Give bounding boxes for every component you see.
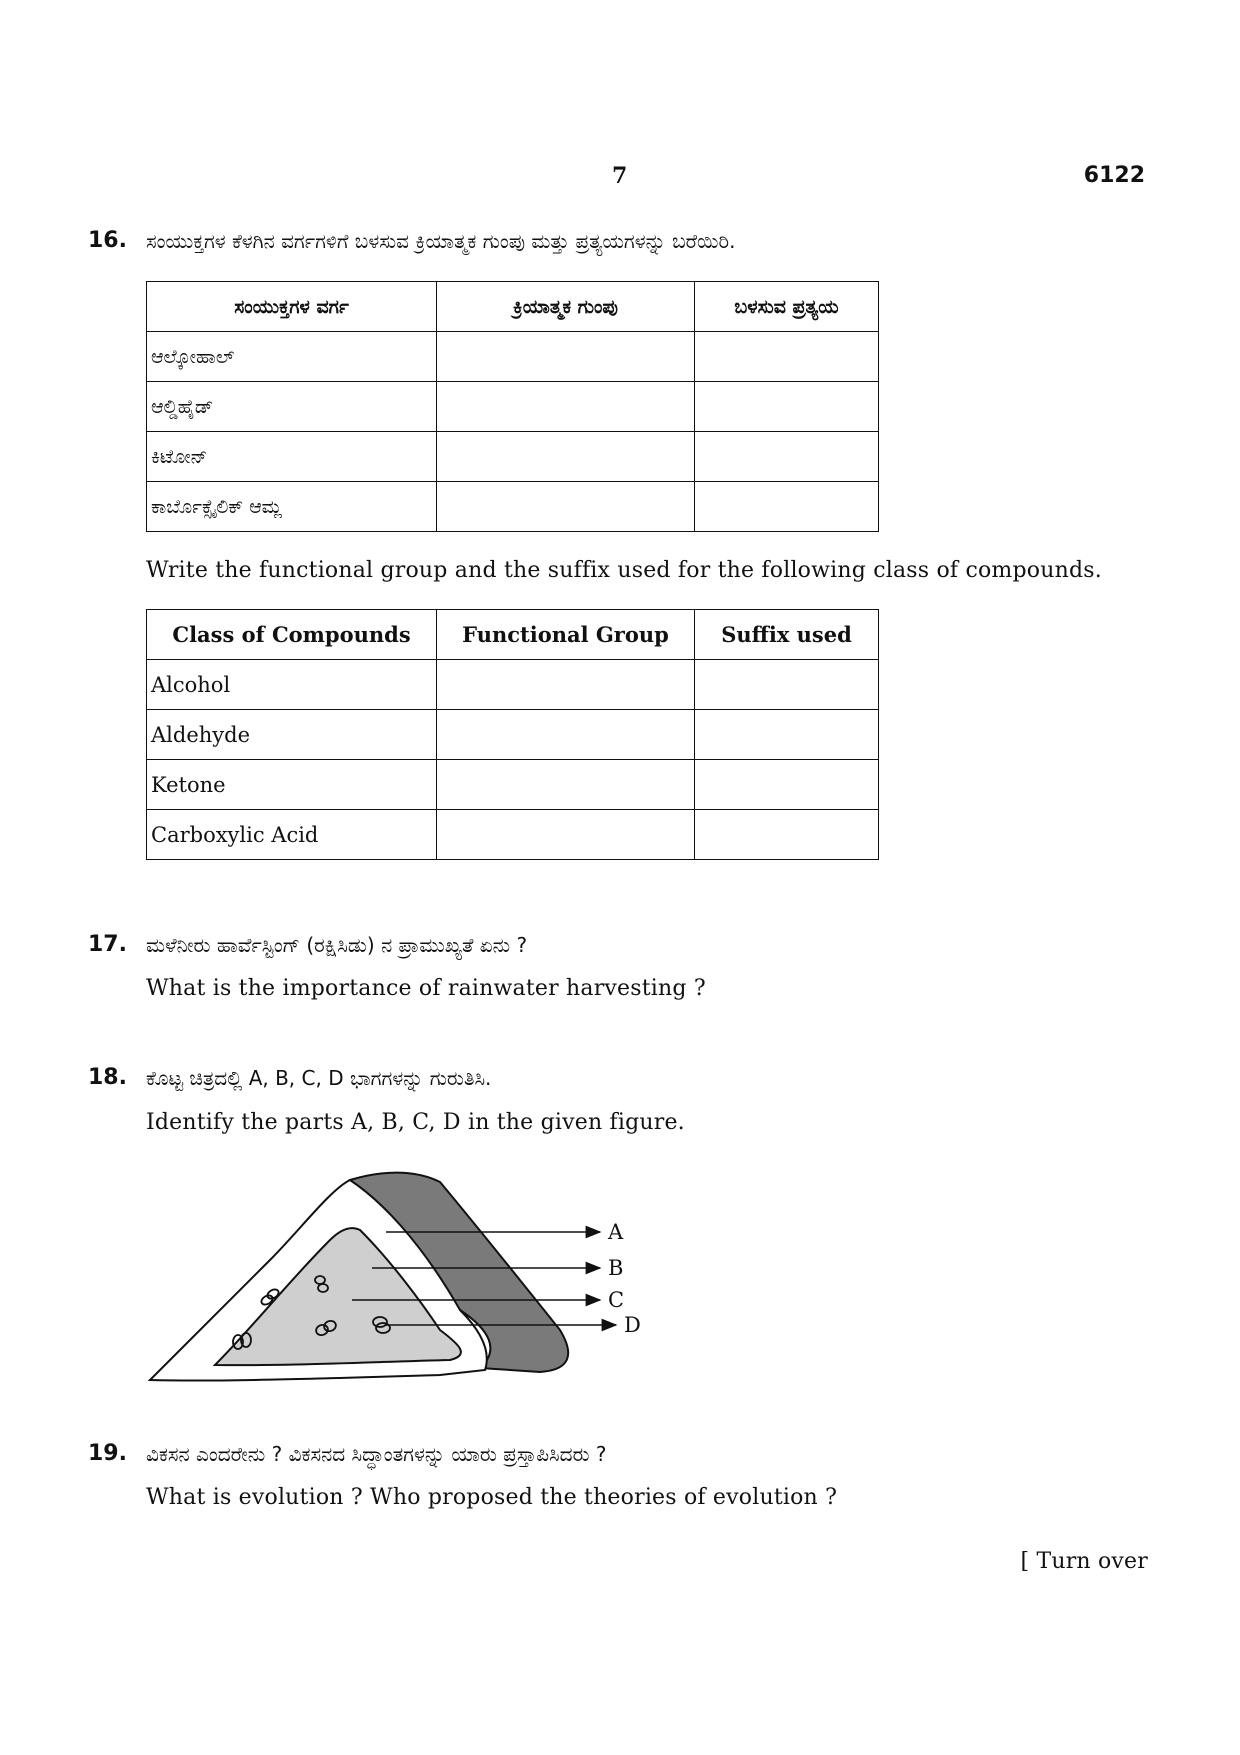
table-cell: Aldehyde [147,710,437,760]
table-row [147,760,879,810]
question-16-kannada: ಸಂಯುಕ್ತಗಳ ಕೆಳಗಿನ ವರ್ಗಗಳಿಗೆ ಬಳಸುವ ಕ್ರಿಯಾತ್ಮಕ ಗುಂಪು ಮತ್ತು ಪ್ರತ್ಯಯಗಳನ್ನು ಬರೆಯಿರಿ. [146,229,736,253]
figure-label-a: A [608,1220,624,1244]
answer-cell [437,332,695,382]
table-header: Class of Compounds [147,610,437,660]
figure-label-c: C [608,1288,625,1312]
turn-over-note: [ Turn over [1020,1549,1148,1574]
table-row [147,660,879,710]
table-cell: ಕಾರ್ಬೊಕ್ಸೈಲಿಕ್ ಆಮ್ಲ [147,482,437,532]
question-18-kannada: ಕೊಟ್ಟ ಚಿತ್ರದಲ್ಲಿ A, B, C, D ಭಾಗಗಳನ್ನು ಗುರುತಿಸಿ. [146,1066,492,1090]
question-17-number: 17. [88,932,127,957]
table-header-row [147,610,879,660]
table-row [147,332,879,382]
answer-cell [437,382,695,432]
table-cell: Alcohol [147,660,437,710]
answer-cell [695,710,879,760]
table-cell: ಆಲ್ಡಿಹೈಡ್ [147,382,437,432]
answer-cell [695,660,879,710]
question-19-kannada: ವಿಕಸನ ಎಂದರೇನು ? ವಿಕಸನದ ಸಿದ್ಧಾಂತಗಳನ್ನು ಯಾರು ಪ್ರಸ್ತಾಪಿಸಿದರು ? [146,1442,607,1466]
table-row [147,810,879,860]
question-19-english: What is evolution ? Who proposed the theories of evolution ? [146,1485,838,1510]
table-header: ಬಳಸುವ ಪ್ರತ್ಯಯ [695,282,879,332]
answer-cell [437,482,695,532]
question-17-english: What is the importance of rainwater harvesting ? [146,976,706,1001]
table-cell: ಆಲ್ಕೋಹಾಲ್ [147,332,437,382]
question-18-english: Identify the parts A, B, C, D in the given figure. [146,1110,685,1135]
table-cell: ಕಿಟೋನ್ [147,432,437,482]
answer-cell [437,660,695,710]
answer-cell [695,760,879,810]
kannada-compounds-table [146,281,879,532]
table-row [147,382,879,432]
table-row [147,482,879,532]
answer-cell [437,710,695,760]
answer-cell [437,810,695,860]
figure-label-b: B [608,1256,624,1280]
table-header: ಕ್ರಿಯಾತ್ಮಕ ಗುಂಪು [437,282,695,332]
question-19-number: 19. [88,1441,127,1466]
table-header-row [147,282,879,332]
table-cell: Carboxylic Acid [147,810,437,860]
answer-cell [437,432,695,482]
answer-cell [695,482,879,532]
table-header: ಸಂಯುಕ್ತಗಳ ವರ್ಗ [147,282,437,332]
table-cell: Ketone [147,760,437,810]
answer-cell [695,382,879,432]
table-row [147,710,879,760]
question-16-number: 16. [88,228,127,253]
answer-cell [695,432,879,482]
answer-cell [695,810,879,860]
answer-cell [437,760,695,810]
question-17-kannada: ಮಳೆನೀರು ಹಾರ್ವೆಸ್ಟಿಂಗ್ (ರಕ್ಷಿಸಿಡು) ನ ಪ್ರಾಮುಖ್ಯತೆ ಏನು ? [146,933,528,957]
paper-code: 6122 [1083,163,1145,188]
question-18-number: 18. [88,1065,127,1090]
cross-section-figure [140,1160,700,1390]
english-compounds-table [146,609,879,860]
question-16-english: Write the functional group and the suffix used for the following class of compounds. [146,558,1102,583]
page-number: 7 [612,163,628,189]
table-header: Functional Group [437,610,695,660]
answer-cell [695,332,879,382]
table-header: Suffix used [695,610,879,660]
table-row [147,432,879,482]
figure-label-d: D [624,1313,641,1337]
